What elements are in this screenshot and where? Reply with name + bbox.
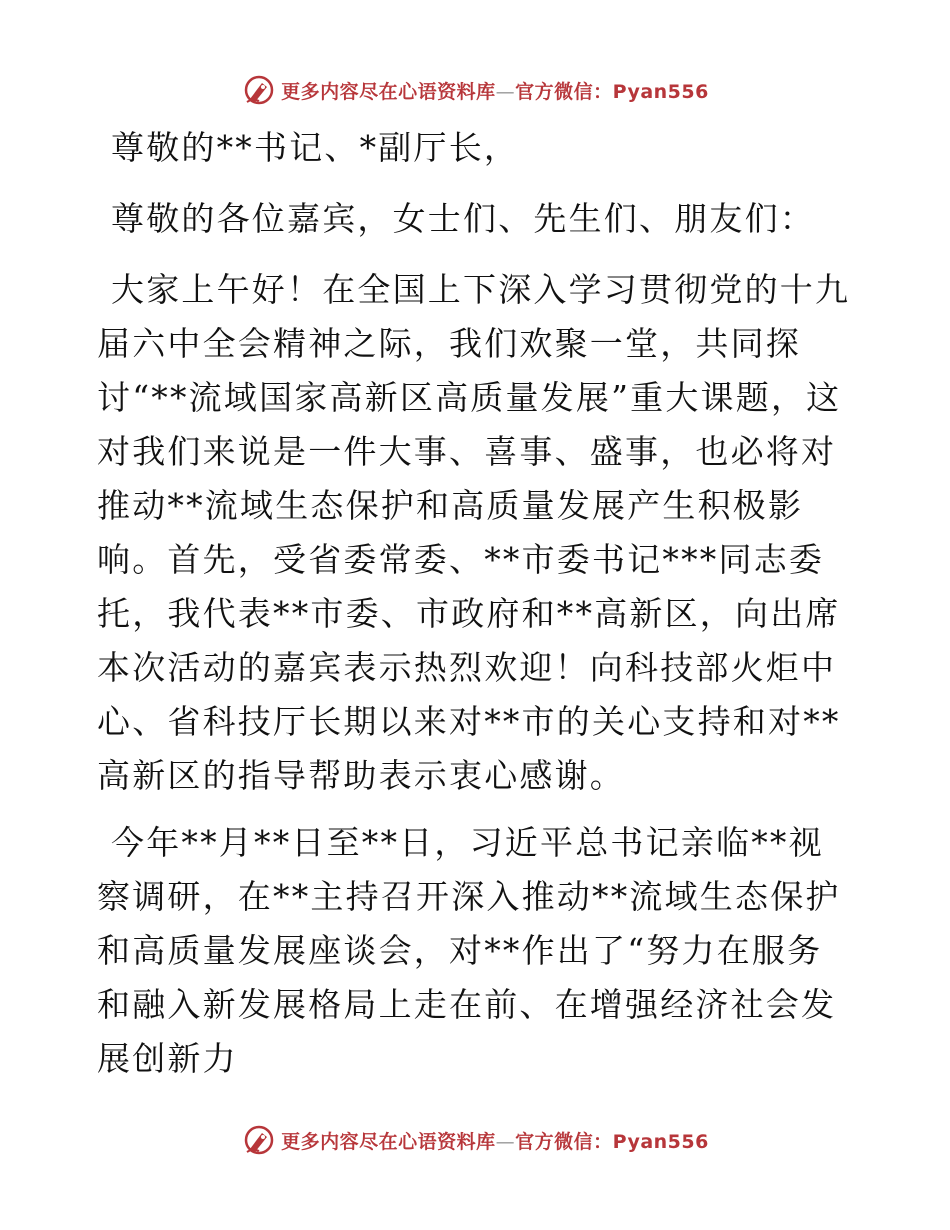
footer-watermark (0, 1120, 950, 1160)
watermark-wechat-id: Pyan556 (612, 1130, 709, 1153)
paragraph-1: 大家上午好！在全国上下深入学习贯彻党的十九届六中全会精神之际，我们欢聚一堂，共同探讨“**流域国家高新区高质量发展”重大课题，这对我们来说是一件大事、喜事、盛事，也必将对推动**流域生态保护和高质量发展产生积极影响。首先，受省委常委、**市委书记***同志委托，我代表**市委、市政府和**高新区，向出席本次活动的嘉宾表示热烈欢迎！向科技部火炬中心、省科技厅长期以来对**市的关心支持和对**高新区的指导帮助表示衷心感谢。 (97, 270, 851, 795)
watermark-separator: — (495, 80, 516, 103)
watermark-official-text: 官方微信： (515, 80, 613, 103)
header-watermark (0, 70, 950, 110)
document-body (97, 121, 857, 1099)
watermark-brand-text: 更多内容尽在心语资料库 (281, 1130, 496, 1153)
pen-nib-logo-icon (241, 72, 277, 108)
watermark-official-text: 官方微信： (515, 1130, 613, 1153)
watermark-wechat-id: Pyan556 (612, 80, 709, 103)
paragraph-2: 今年**月**日至**日，习近平总书记亲临**视察调研，在**主持召开深入推动**流域生态保护和高质量发展座谈会，对**作出了“努力在服务和融入新发展格局上走在前、在增强经济社会发展创新力 (97, 823, 841, 1078)
pen-nib-logo-icon (241, 1122, 277, 1158)
watermark-separator: — (495, 1130, 516, 1153)
salutation-line-2: 尊敬的各位嘉宾，女士们、先生们、朋友们： (111, 199, 815, 238)
salutation-line-1: 尊敬的**书记、*副厅长， (111, 128, 520, 167)
watermark-brand-text: 更多内容尽在心语资料库 (281, 80, 496, 103)
